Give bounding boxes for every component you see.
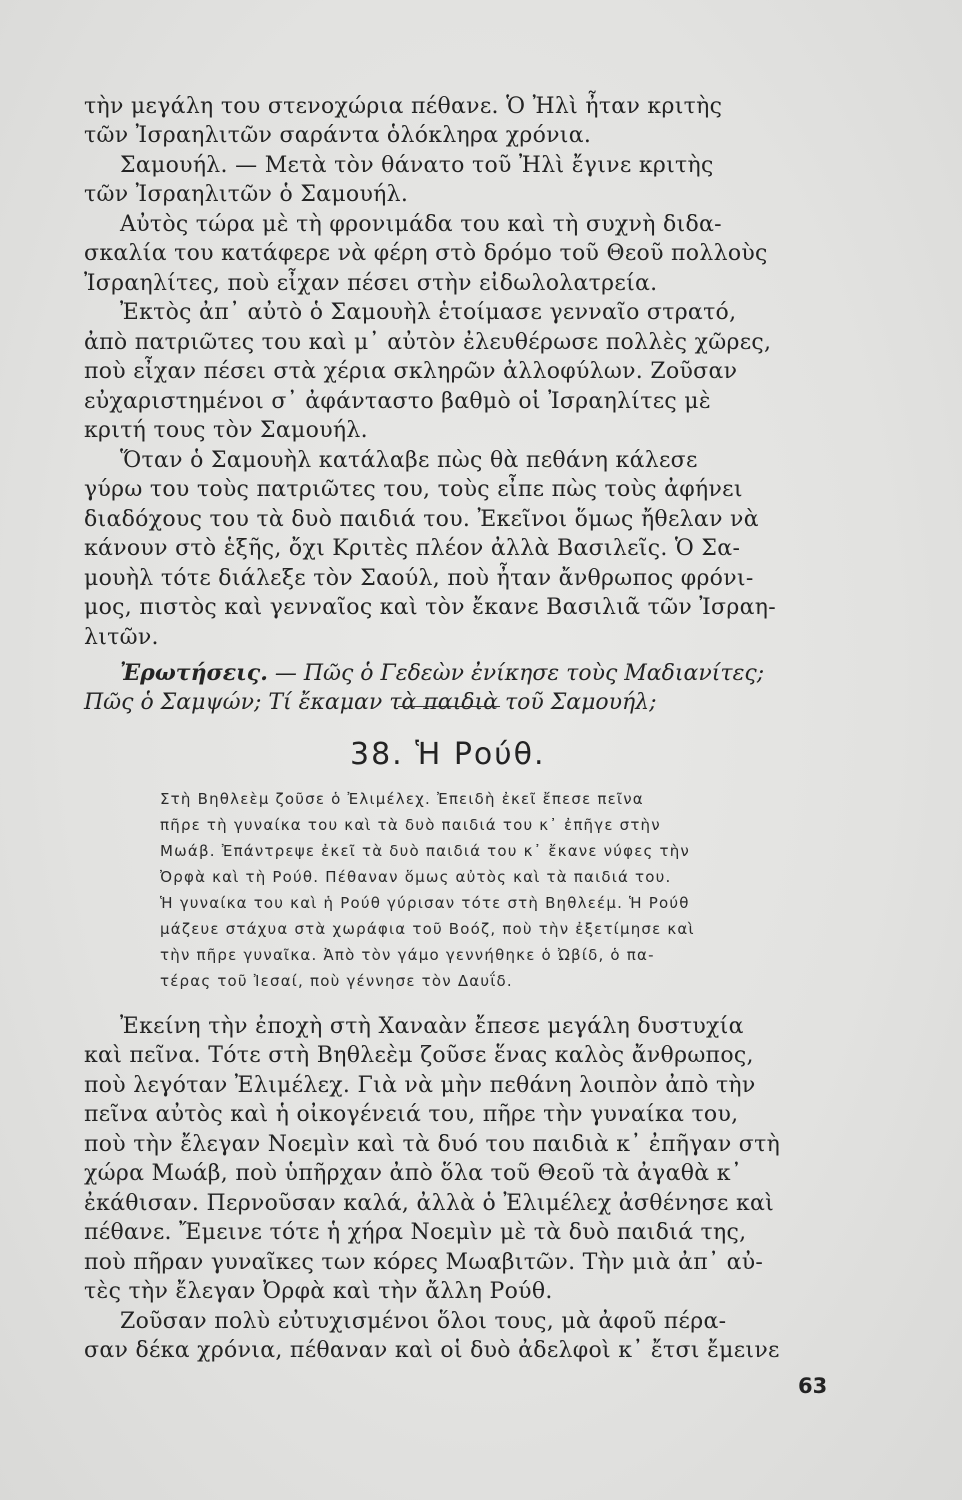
text-line: Ἐκτὸς ἀπ᾽ αὐτὸ ὁ Σαμουὴλ ἑτοίμασε γενναῖο στρατό,	[120, 300, 737, 325]
text-line: πέθανε. Ἔμεινε τότε ἡ χήρα Νοεμὶν μὲ τὰ δυὸ παιδιά της,	[84, 1220, 747, 1245]
text-line: κάνουν στὸ ἑξῆς, ὄχι Κριτὲς πλέον ἀλλὰ Βασιλεῖς. Ὁ Σα-	[84, 536, 741, 561]
text-line: τῶν Ἰσραηλιτῶν σαράντα ὁλόκληρα χρόνια.	[84, 123, 592, 148]
text-line: τῶν Ἰσραηλιτῶν ὁ Σαμουήλ.	[84, 182, 409, 207]
summary-line: πῆρε τὴ γυναίκα του καὶ τὰ δυὸ παιδιά του κ᾽ ἐπῆγε στὴν	[160, 816, 661, 834]
text-line: μος, πιστὸς καὶ γενναῖος καὶ τὸν ἔκανε Βασιλιᾶ τῶν Ἰσραη-	[84, 595, 776, 620]
text-line: Ζοῦσαν πολὺ εὐτυχισμένοι ὅλοι τους, μὰ ἀφοῦ πέρα-	[120, 1309, 727, 1334]
page-number: 63	[798, 1374, 828, 1398]
text-line: διαδόχους του τὰ δυὸ παιδιά του. Ἐκεῖνοι ὅμως ἤθελαν νὰ	[84, 507, 759, 532]
summary-line: τὴν πῆρε γυναῖκα. Ἀπὸ τὸν γάμο γεννήθηκε ὁ Ὠβίδ, ὁ πα-	[160, 946, 655, 964]
summary-line: Ἡ γυναίκα του καὶ ἡ Ρούθ γύρισαν τότε στὴ Βηθλεέμ. Ἡ Ρούθ	[160, 894, 690, 912]
text-line: ἐκάθισαν. Περνοῦσαν καλά, ἀλλὰ ὁ Ἐλιμέλεχ ἀσθένησε καὶ	[84, 1191, 775, 1216]
text-line: τὲς τὴν ἔλεγαν Ὀρφὰ καὶ τὴν ἄλλη Ρούθ.	[84, 1279, 553, 1304]
text-line: ποὺ εἶχαν πέσει στὰ χέρια σκληρῶν ἀλλοφύλων. Ζοῦσαν	[84, 359, 738, 384]
questions-label: Ἐρωτήσεις.	[120, 660, 268, 686]
text-line: ποὺ πῆραν γυναῖκες των κόρες Μωαβιτῶν. Τὴν μιὰ ἀπ᾽ αὐ-	[84, 1250, 764, 1275]
summary-line: Ὀρφὰ καὶ τὴ Ρούθ. Πέθαναν ὅμως αὐτὸς καὶ τὰ παιδιά του.	[160, 868, 672, 886]
section-divider	[398, 706, 500, 707]
text-line: εὐχαριστημένοι σ᾽ ἀφάνταστο βαθμὸ οἱ Ἰσραηλίτες μὲ	[84, 389, 712, 414]
text-line: πεῖνα αὐτὸς καὶ ἡ οἰκογένειά του, πῆρε τὴν γυναίκα του,	[84, 1102, 739, 1127]
questions-line-2: Πῶς ὁ Σαμψών; Τί ἔκαμαν τὰ παιδιὰ τοῦ Σαμουήλ;	[84, 690, 657, 715]
text-line: Αὐτὸς τώρα μὲ τὴ φρονιμάδα του καὶ τὴ συχνὴ διδα-	[120, 212, 722, 237]
text-line: καὶ πεῖνα. Τότε στὴ Βηθλεὲμ ζοῦσε ἕνας καλὸς ἄνθρωπος,	[84, 1043, 754, 1068]
text-line: Ἰσραηλίτες, ποὺ εἶχαν πέσει στὴν εἰδωλολατρεία.	[84, 271, 658, 296]
text-line: μουὴλ τότε διάλεξε τὸν Σαούλ, ποὺ ἦταν ἄνθρωπος φρόνι-	[84, 566, 754, 591]
text-line: Ὅταν ὁ Σαμουὴλ κατάλαβε πὼς θὰ πεθάνη κάλεσε	[120, 448, 698, 473]
summary-line: μάζευε στάχυα στὰ χωράφια τοῦ Βοόζ, ποὺ τὴν ἐξετίμησε καὶ	[160, 920, 695, 938]
text-line: Ἐκείνη τὴν ἐποχὴ στὴ Χαναὰν ἔπεσε μεγάλη δυστυχία	[120, 1014, 744, 1039]
questions-line	[120, 662, 764, 685]
summary-line: τέρας τοῦ Ἰεσαί, ποὺ γέννησε τὸν Δαυΐδ.	[160, 972, 513, 990]
questions-text: — Πῶς ὁ Γεδεὼν ἐνίκησε τοὺς Μαδιανίτες;	[267, 661, 765, 686]
chapter-heading: 38. Ἡ Ρούθ.	[350, 737, 546, 772]
text-line: σαν δέκα χρόνια, πέθαναν καὶ οἱ δυὸ ἀδελφοὶ κ᾽ ἔτσι ἔμεινε	[84, 1338, 780, 1363]
text-line: τὴν μεγάλη του στενοχώρια πέθανε. Ὁ Ἠλὶ ἦταν κριτὴς	[84, 94, 723, 119]
text-line: ποὺ λεγόταν Ἐλιμέλεχ. Γιὰ νὰ μὴν πεθάνη λοιπὸν ἀπὸ τὴν	[84, 1073, 756, 1098]
text-line: σκαλία του κατάφερε νὰ φέρη στὸ δρόμο τοῦ Θεοῦ πολλοὺς	[84, 241, 768, 266]
text-line: γύρω του τοὺς πατριῶτες του, τοὺς εἶπε πὼς τοὺς ἀφήνει	[84, 477, 743, 502]
text-line: κριτή τους τὸν Σαμουήλ.	[84, 418, 368, 443]
summary-line: Μωάβ. Ἐπάντρεψε ἐκεῖ τὰ δυὸ παιδιά του κ᾽ ἔκανε νύφες τὴν	[160, 842, 690, 860]
text-line: λιτῶν.	[84, 625, 159, 650]
text-line: ποὺ τὴν ἔλεγαν Νοεμὶν καὶ τὰ δυό του παιδιὰ κ᾽ ἐπῆγαν στὴ	[84, 1132, 781, 1157]
summary-line: Στὴ Βηθλεὲμ ζοῦσε ὁ Ἐλιμέλεχ. Ἐπειδὴ ἐκεῖ ἔπεσε πεῖνα	[160, 790, 644, 808]
section-title-line: Σαμουήλ. — Μετὰ τὸν θάνατο τοῦ Ἠλὶ ἔγινε κριτὴς	[120, 153, 714, 178]
text-line: ἀπὸ πατριῶτες του καὶ μ᾽ αὐτὸν ἐλευθέρωσε πολλὲς χῶρες,	[84, 330, 772, 355]
text-line: χώρα Μωάβ, ποὺ ὑπῆρχαν ἀπὸ ὅλα τοῦ Θεοῦ τὰ ἀγαθὰ κ᾽	[84, 1161, 743, 1186]
